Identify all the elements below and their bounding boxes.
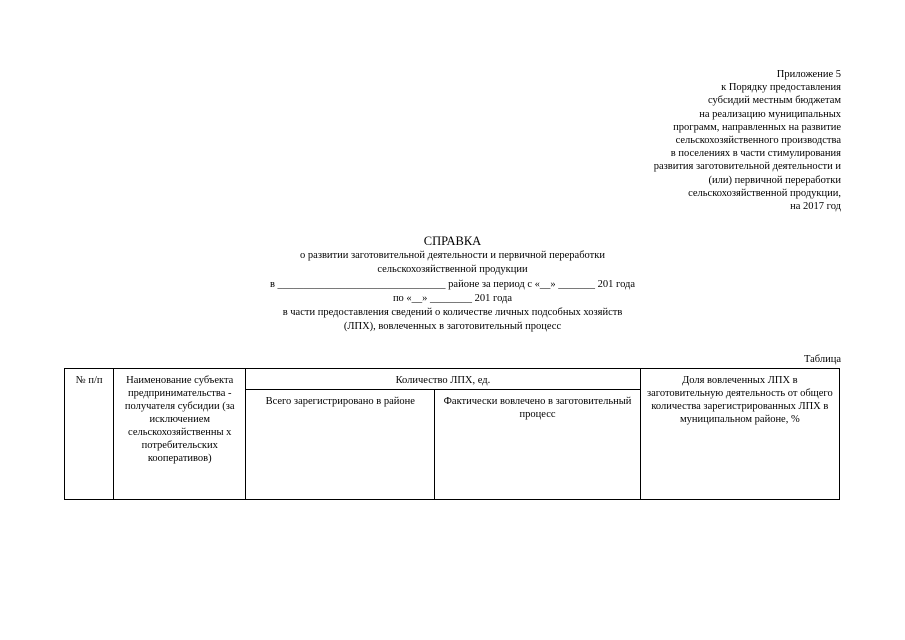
appendix-line: к Порядку предоставления [721, 82, 841, 94]
document-heading: СПРАВКА [423, 234, 482, 248]
appendix-line: субсидий местным бюджетам [707, 95, 841, 107]
appendix-note [654, 68, 841, 213]
appendix-line: на 2017 год [790, 201, 841, 213]
header-entity-name: Наименование субъекта предпринимательства - получателя субсидии (за исключением сельскохозяйственны х потребительских кооперативов) [114, 369, 246, 500]
appendix-line: сельскохозяйственной продукции, [688, 187, 841, 199]
appendix-line: развития заготовительной деятельности и [653, 161, 841, 173]
table-header-row [65, 369, 840, 390]
header-share-percent: Доля вовлеченных ЛПХ в заготовительную деятельность от общего количества зарегистрированных ЛПХ в муниципальном районе, % [640, 369, 839, 500]
title-line: (ЛПХ), вовлеченных в заготовительный процесс [343, 321, 562, 333]
appendix-line: программ, направленных на развитие [673, 121, 841, 133]
appendix-line: на реализацию муниципальных [699, 108, 841, 120]
title-line: в части предоставления сведений о количестве личных подсобных хозяйств [282, 307, 623, 319]
header-involved: Фактически вовлечено в заготовительный процесс [435, 390, 640, 500]
appendix-line: Приложение 5 [776, 69, 841, 80]
header-registered: Всего зарегистрировано в районе [246, 390, 435, 500]
appendix-line: (или) первичной переработки [708, 174, 841, 186]
header-number: № п/п [65, 369, 114, 500]
appendix-line: в поселениях в части стимулирования [670, 148, 841, 160]
title-line: сельскохозяйственной продукции [377, 264, 528, 276]
appendix-line: сельскохозяйственного производства [675, 135, 841, 147]
title-line-district-period: в ________________________________ районе за период с «__» _______ 201 года [269, 278, 636, 290]
header-lph-count-group: Количество ЛПХ, ед. [246, 369, 641, 390]
report-table [64, 368, 840, 500]
table-caption: Таблица [803, 354, 841, 365]
title-line-period-end: по «__» ________ 201 года [392, 292, 513, 304]
title-line: о развитии заготовительной деятельности и первичной переработки [300, 250, 605, 261]
document-title-block [0, 234, 905, 335]
